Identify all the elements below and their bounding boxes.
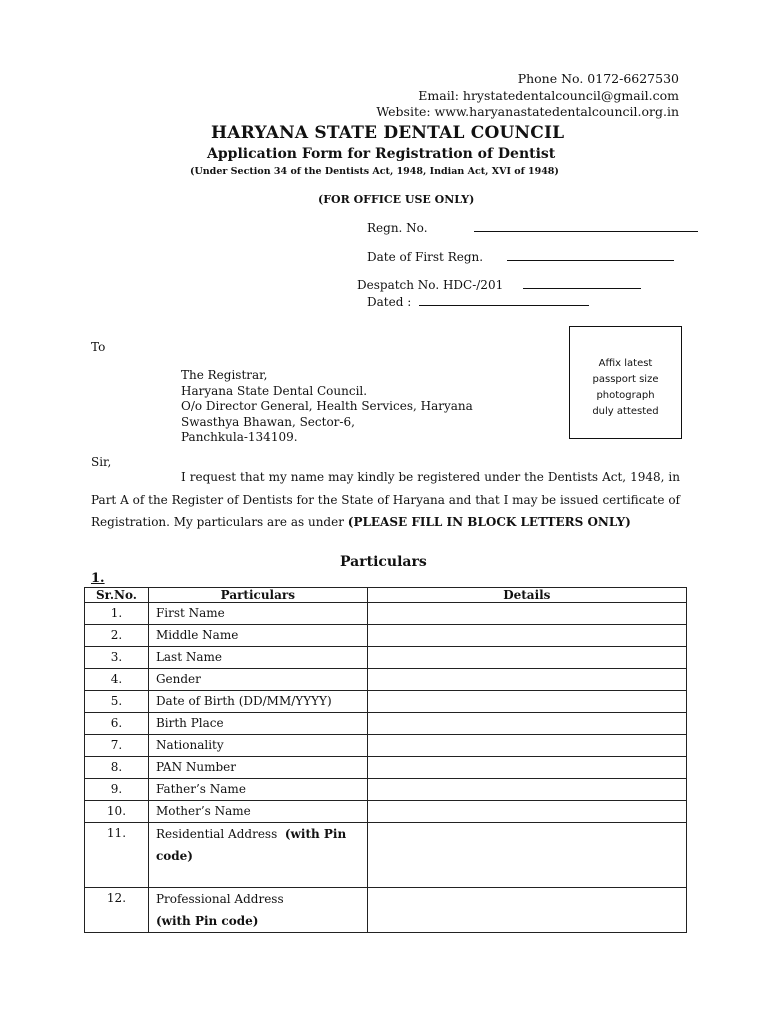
row-label: First Name	[148, 603, 367, 625]
row-number: 6.	[85, 713, 149, 735]
row-label: Mother’s Name	[148, 801, 367, 823]
table-row	[85, 757, 687, 779]
row-number: 10.	[85, 801, 149, 823]
table-row	[85, 603, 687, 625]
table-row	[85, 735, 687, 757]
row-label: Middle Name	[148, 625, 367, 647]
request-body: I request that my name may kindly be registered under the Dentists Act, 1948, in Part A of the Register of Dentists for the State of Haryana and that I may be issued certificate of Registration. My particulars are as under	[91, 470, 680, 529]
phone-number: Phone No. 0172-6627530	[517, 71, 679, 86]
row-number: 9.	[85, 779, 149, 801]
row-label: Nationality	[148, 735, 367, 757]
registrar-address	[181, 368, 473, 446]
photo-box-text: Affix latest	[598, 358, 653, 369]
table-row	[85, 669, 687, 691]
row-label-bold: (with Pin code)	[155, 827, 347, 863]
dated-line[interactable]	[419, 305, 589, 306]
details-cell[interactable]	[367, 647, 686, 669]
table-row	[85, 647, 687, 669]
photo-box-text: duly attested	[592, 406, 659, 417]
regn-no-label: Regn. No.	[367, 221, 428, 235]
email-address: Email: hrystatedentalcouncil@gmail.com	[418, 87, 679, 103]
row-label	[148, 823, 367, 888]
regn-no-line[interactable]	[474, 231, 698, 232]
row-number: 4.	[85, 669, 149, 691]
row-label	[148, 888, 367, 933]
table-row	[85, 625, 687, 647]
details-cell[interactable]	[367, 625, 686, 647]
row-number: 12.	[85, 888, 149, 933]
details-cell[interactable]	[367, 603, 686, 625]
details-cell[interactable]	[367, 823, 686, 888]
column-header-srno: Sr.No.	[85, 588, 149, 603]
table-row	[85, 779, 687, 801]
dated-label: Dated :	[367, 295, 412, 309]
row-number: 8.	[85, 757, 149, 779]
section-number: 1.	[91, 571, 105, 586]
row-number: 5.	[85, 691, 149, 713]
details-cell[interactable]	[367, 669, 686, 691]
row-label-text: Residential Address	[155, 827, 278, 841]
council-title: HARYANA STATE DENTAL COUNCIL	[211, 123, 565, 143]
to-label: To	[91, 340, 106, 354]
table-row	[85, 691, 687, 713]
column-header-particulars: Particulars	[148, 588, 367, 603]
salutation: Sir,	[91, 455, 112, 469]
table-row	[85, 713, 687, 735]
row-number: 11.	[85, 823, 149, 888]
website-address: Website: www.haryanastatedentalcouncil.org.in	[376, 104, 679, 119]
row-number: 2.	[85, 625, 149, 647]
contact-block	[376, 71, 679, 121]
block-letters-note: (PLEASE FILL IN BLOCK LETTERS ONLY)	[347, 515, 631, 529]
row-label-bold: (with Pin code)	[155, 914, 259, 928]
row-number: 3.	[85, 647, 149, 669]
row-label: Last Name	[148, 647, 367, 669]
despatch-field	[357, 278, 641, 292]
despatch-label: Despatch No. HDC-/201	[357, 278, 504, 292]
form-subtitle: Application Form for Registration of Dentist	[207, 146, 556, 162]
regn-no-field	[367, 221, 698, 235]
row-label-text: Professional Address	[155, 892, 284, 906]
particulars-table	[84, 587, 687, 933]
details-cell[interactable]	[367, 801, 686, 823]
row-label: Father’s Name	[148, 779, 367, 801]
details-cell[interactable]	[367, 757, 686, 779]
despatch-line[interactable]	[523, 288, 641, 289]
details-cell[interactable]	[367, 888, 686, 933]
request-paragraph	[91, 466, 680, 534]
office-use-label: (FOR OFFICE USE ONLY)	[318, 193, 475, 206]
row-label: Gender	[148, 669, 367, 691]
row-label: Birth Place	[148, 713, 367, 735]
table-row	[85, 823, 687, 888]
table-row	[85, 801, 687, 823]
table-row	[85, 888, 687, 933]
address-line: Panchkula-134109.	[181, 430, 298, 444]
row-label: Date of Birth (DD/MM/YYYY)	[148, 691, 367, 713]
photo-box[interactable]	[569, 326, 682, 439]
row-label: PAN Number	[148, 757, 367, 779]
first-regn-line[interactable]	[507, 260, 674, 261]
row-number: 7.	[85, 735, 149, 757]
address-line: Swasthya Bhawan, Sector-6,	[181, 414, 355, 429]
row-number: 1.	[85, 603, 149, 625]
particulars-heading: Particulars	[340, 554, 427, 570]
first-regn-label: Date of First Regn.	[367, 250, 484, 264]
photo-box-text: passport size	[592, 374, 659, 385]
address-line: O/o Director General, Health Services, Haryana	[181, 399, 473, 413]
address-line: Haryana State Dental Council.	[181, 383, 368, 398]
details-cell[interactable]	[367, 691, 686, 713]
details-cell[interactable]	[367, 779, 686, 801]
details-cell[interactable]	[367, 735, 686, 757]
photo-box-text: photograph	[596, 390, 655, 401]
address-line: The Registrar,	[181, 368, 268, 382]
details-cell[interactable]	[367, 713, 686, 735]
first-regn-field	[367, 250, 674, 264]
column-header-details: Details	[367, 588, 686, 603]
act-note: (Under Section 34 of the Dentists Act, 1948, Indian Act, XVI of 1948)	[190, 166, 559, 177]
dated-field	[367, 295, 589, 309]
